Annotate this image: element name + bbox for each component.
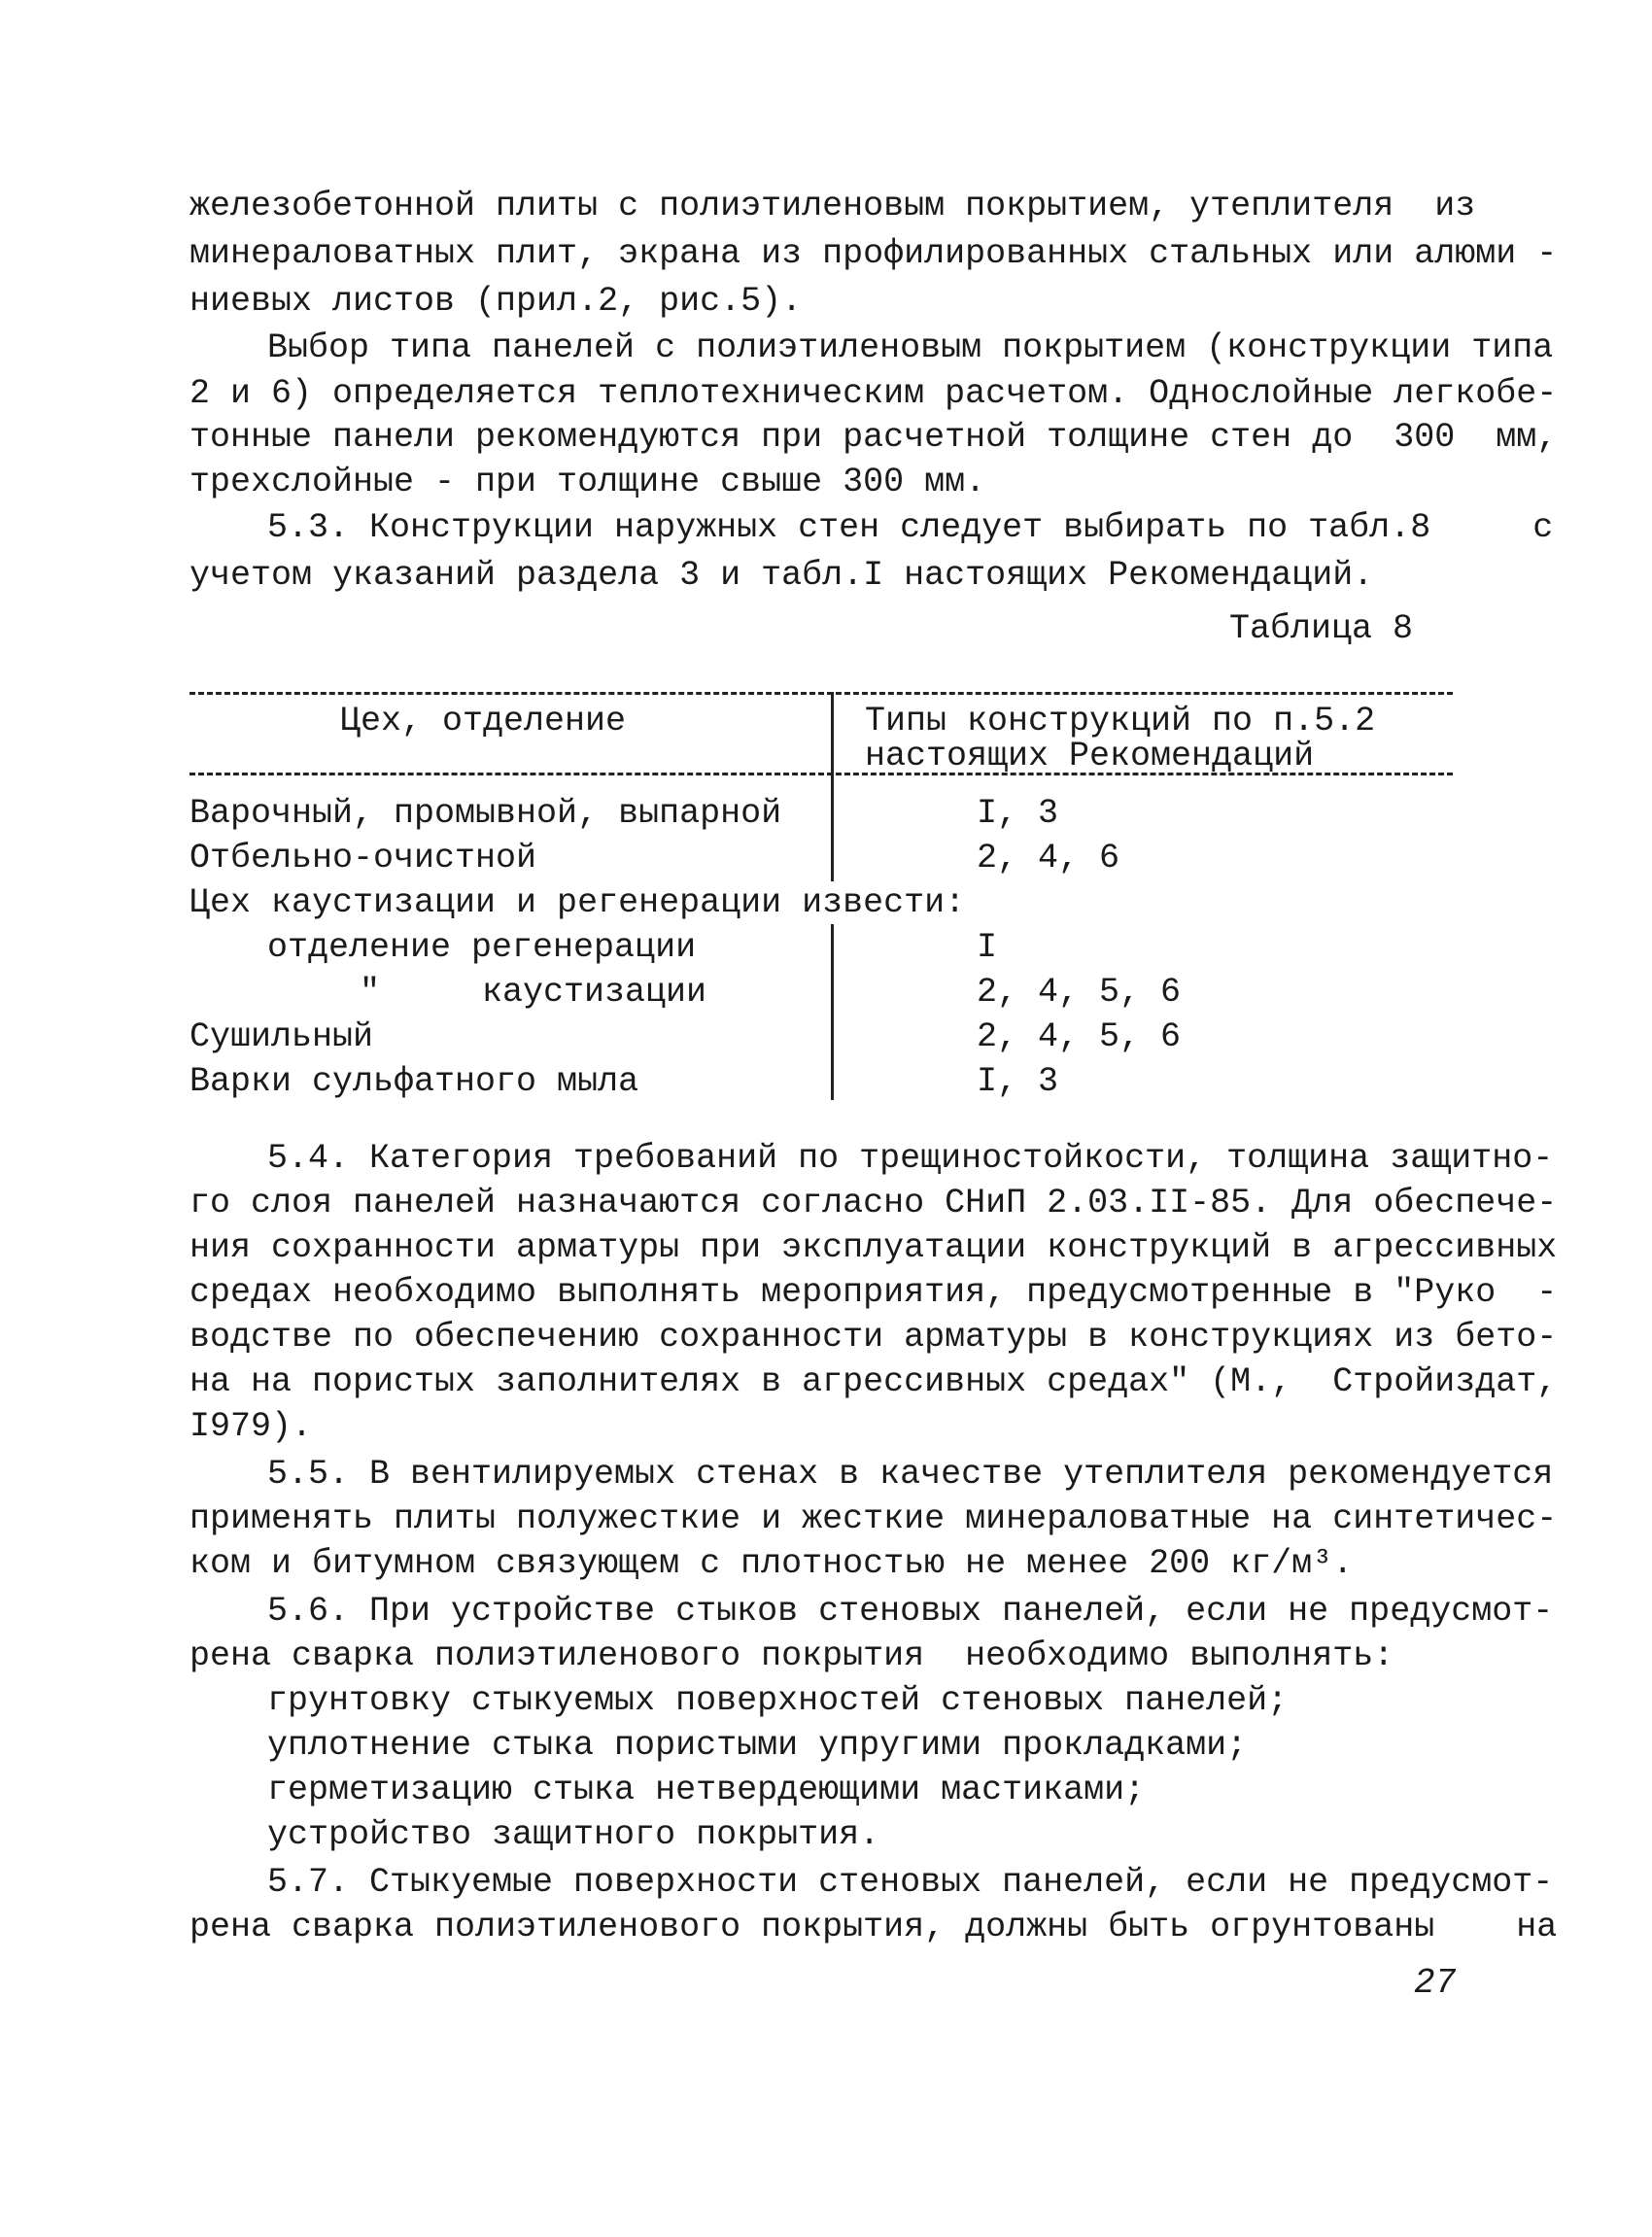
- table-row-types: I, 3: [977, 794, 1059, 833]
- table-row-name: Сушильный: [189, 1017, 374, 1056]
- text-line: уплотнение стыка пористыми упругими прокладками;: [267, 1726, 1248, 1765]
- text-line: герметизацию стыка нетвердеющими мастиками;: [267, 1771, 1146, 1809]
- table-header-col1: Цех, отделение: [340, 702, 627, 740]
- text-line: ния сохранности арматуры при эксплуатации конструкций в агрессивных: [189, 1228, 1558, 1267]
- text-line: рена сварка полиэтиленового покрытия необходимо выполнять:: [189, 1636, 1394, 1675]
- text-line: трехслойные - при толщине свыше 300 мм.: [189, 463, 986, 501]
- text-line: 5.3. Конструкции наружных стен следует выбирать по табл.8 с: [267, 508, 1554, 547]
- text-line: 5.7. Стыкуемые поверхности стеновых панелей, если не предусмот-: [267, 1863, 1554, 1902]
- table-row-name: " каустизации: [360, 973, 707, 1012]
- text-line: применять плиты полужесткие и жесткие минераловатные на синтетичес-: [189, 1499, 1558, 1538]
- text-line: минераловатных плит, экрана из профилированных стальных или алюми -: [189, 234, 1558, 273]
- text-line: Выбор типа панелей с полиэтиленовым покрытием (конструкции типа: [267, 328, 1554, 367]
- text-line: ниевых листов (прил.2, рис.5).: [189, 282, 803, 321]
- text-line: 2 и 6) определяется теплотехническим расчетом. Однослойные легкобе-: [189, 374, 1558, 413]
- table-header-col2-line2: настоящих Рекомендаций: [865, 737, 1315, 775]
- text-line: учетом указаний раздела 3 и табл.I настоящих Рекомендаций.: [189, 556, 1374, 595]
- text-line: средах необходимо выполнять мероприятия, предусмотренные в "Руко -: [189, 1273, 1558, 1312]
- table-top-rule: [189, 692, 1453, 695]
- text-line: устройство защитного покрытия.: [267, 1815, 880, 1854]
- text-line: ком и битумном связующем с плотностью не менее 200 кг/м³.: [189, 1544, 1354, 1583]
- table-row-types: 2, 4, 5, 6: [977, 1017, 1182, 1056]
- table-row-types: I: [977, 928, 998, 967]
- table-row-name: Варки сульфатного мыла: [189, 1062, 639, 1101]
- table-row-name: отделение регенерации: [267, 928, 697, 967]
- table-row-name: Цех каустизации и регенерации извести:: [189, 881, 971, 924]
- text-line: железобетонной плиты с полиэтиленовым покрытием, утеплителя из: [189, 187, 1476, 225]
- table-row-types: 2, 4, 5, 6: [977, 973, 1182, 1012]
- table-row-types: 2, 4, 6: [977, 839, 1120, 878]
- table-header-col2-line1: Типы конструкций по п.5.2: [865, 702, 1376, 740]
- table-row-name: Варочный, промывной, выпарной: [189, 794, 782, 833]
- text-line: го слоя панелей назначаются согласно СНиП 2.03.II-85. Для обеспече-: [189, 1184, 1558, 1222]
- page-number: 27: [1414, 1963, 1457, 2003]
- table-row-types: I, 3: [977, 1062, 1059, 1101]
- text-line: 5.5. В вентилируемых стенах в качестве утеплителя рекомендуется: [267, 1455, 1554, 1494]
- text-line: 5.4. Категория требований по трещиностойкости, толщина защитно-: [267, 1139, 1554, 1178]
- text-line: рена сварка полиэтиленового покрытия, должны быть огрунтованы на: [189, 1908, 1558, 1946]
- text-line: I979).: [189, 1407, 313, 1446]
- text-line: грунтовку стыкуемых поверхностей стеновых панелей;: [267, 1681, 1289, 1720]
- table-header-rule: [189, 773, 1453, 775]
- table-caption: Таблица 8: [1229, 609, 1414, 648]
- text-line: на на пористых заполнителях в агрессивных средах" (М., Стройиздат,: [189, 1362, 1558, 1401]
- text-line: водстве по обеспечению сохранности арматуры в конструкциях из бето-: [189, 1318, 1558, 1357]
- text-line: тонные панели рекомендуются при расчетной толщине стен до 300 мм,: [189, 418, 1558, 457]
- table-row-name: Отбельно-очистной: [189, 839, 537, 878]
- text-line: 5.6. При устройстве стыков стеновых панелей, если не предусмот-: [267, 1592, 1554, 1631]
